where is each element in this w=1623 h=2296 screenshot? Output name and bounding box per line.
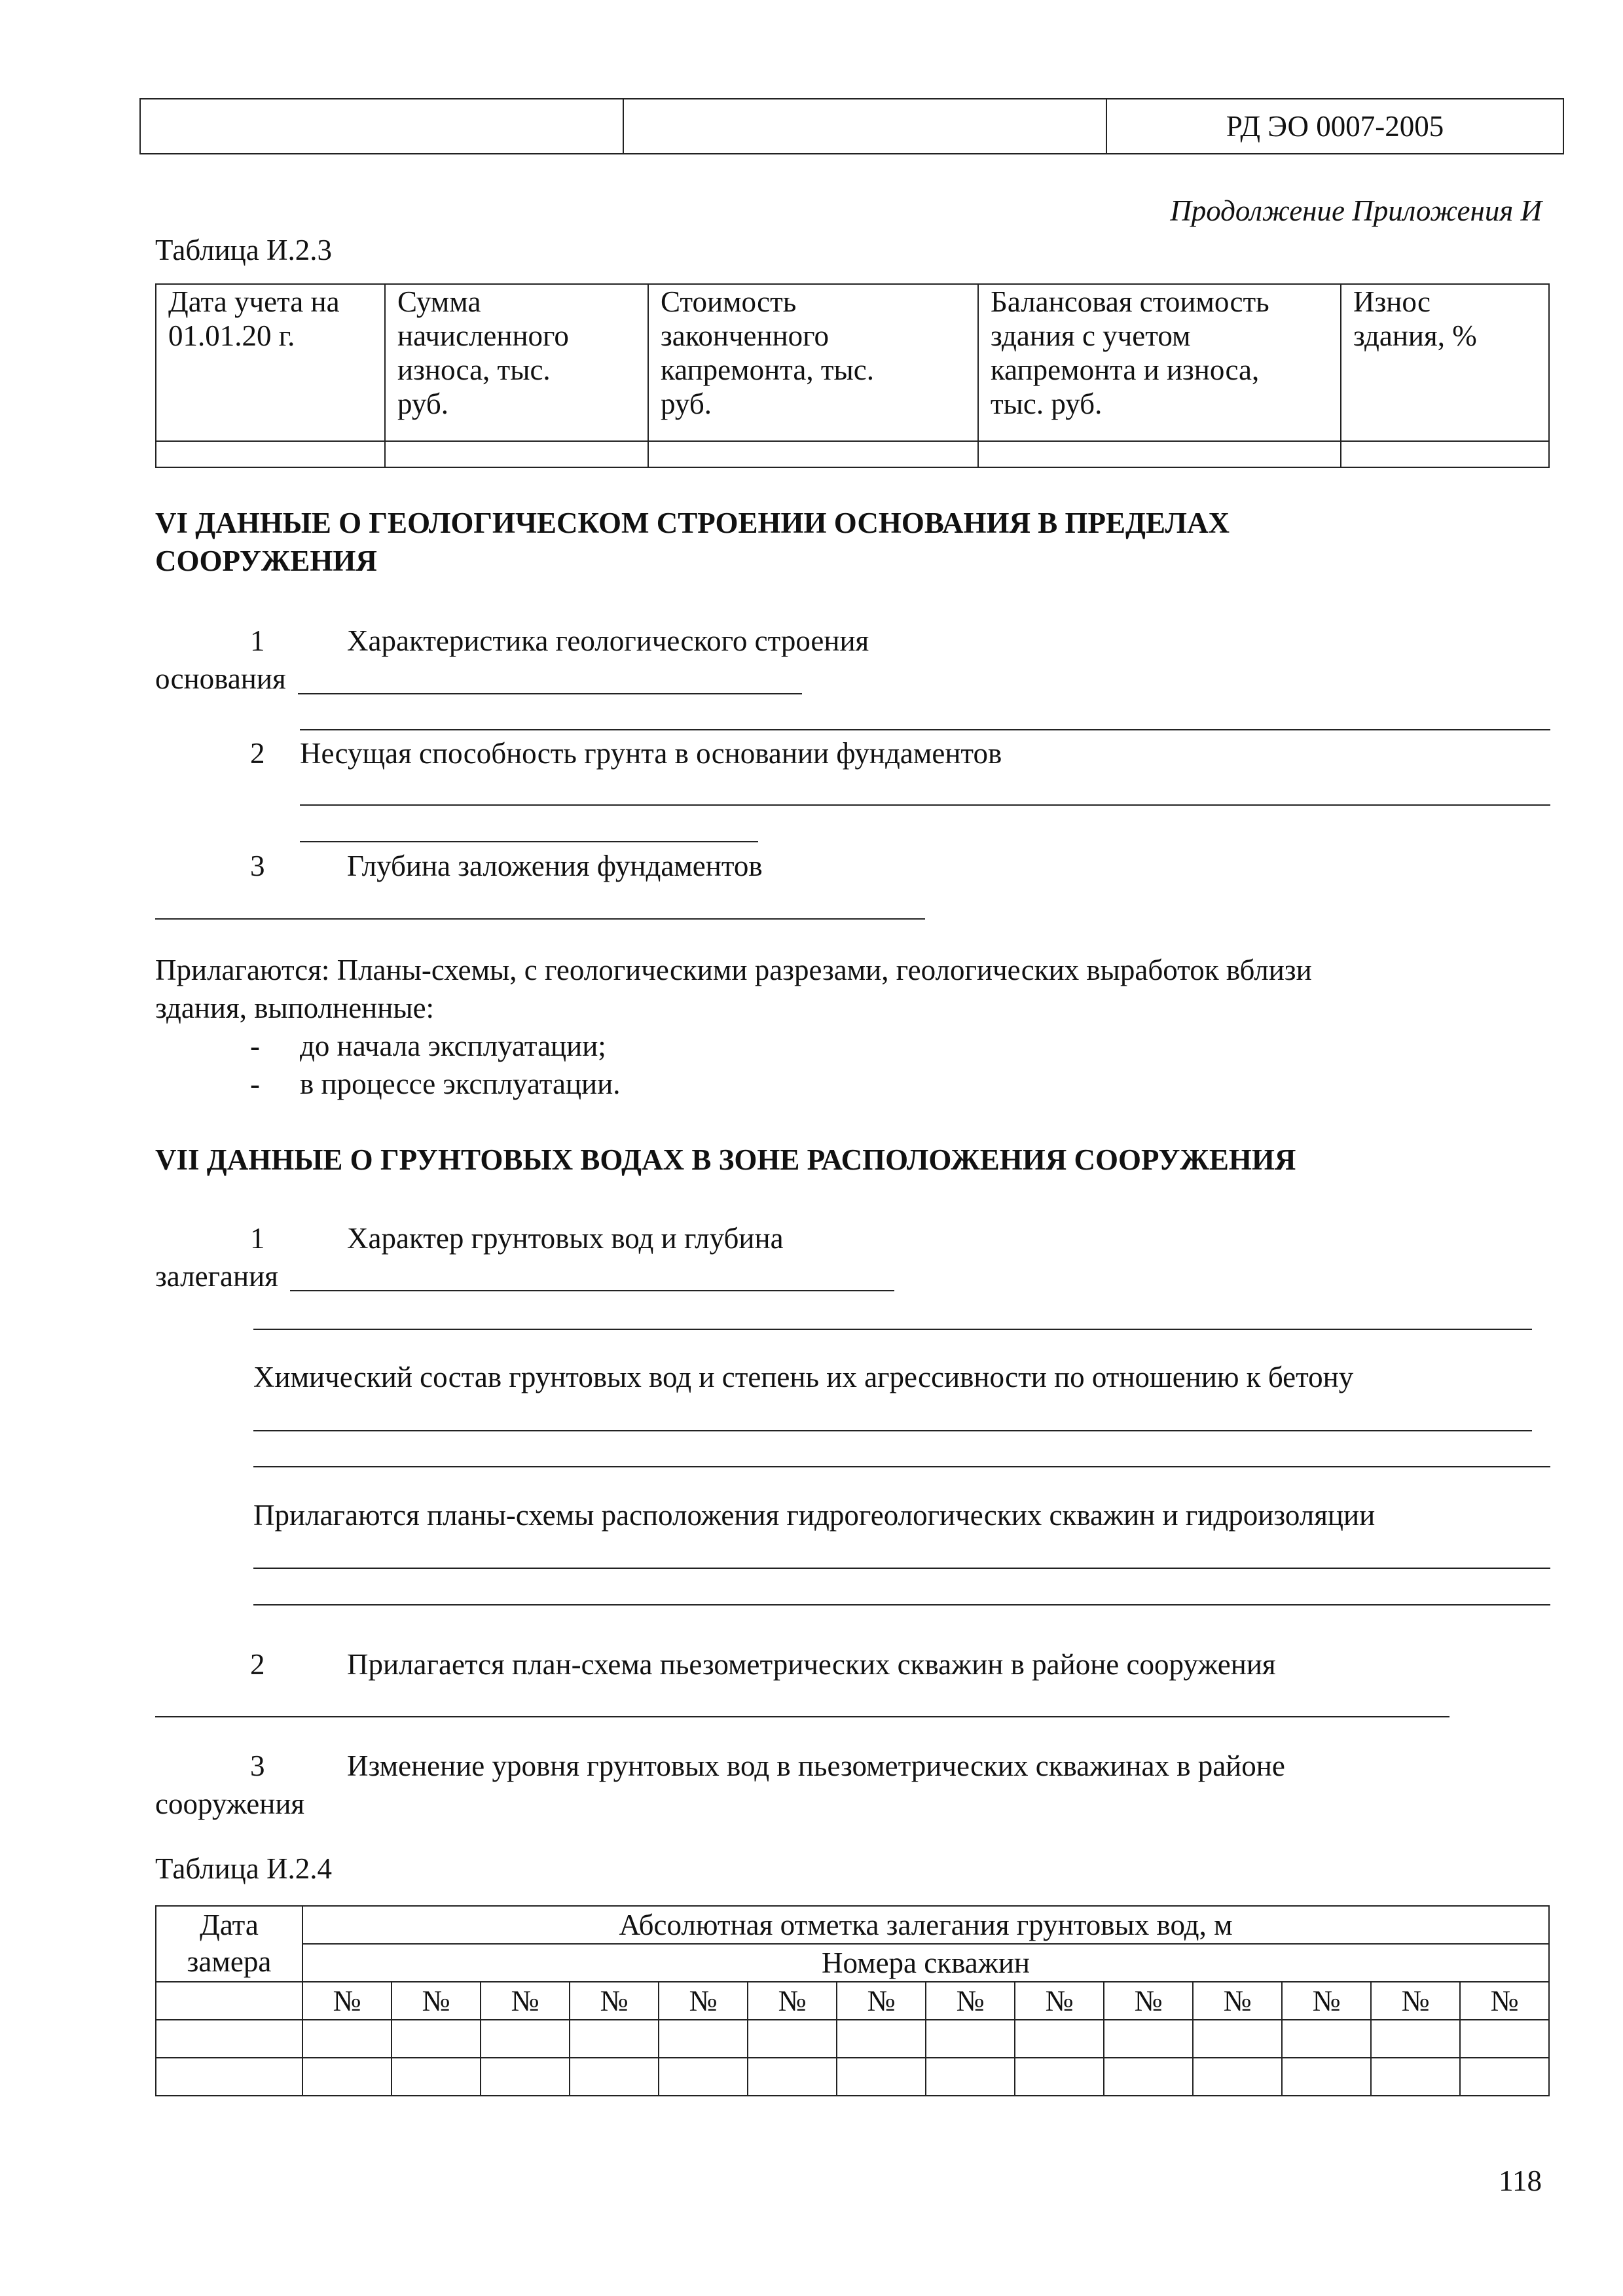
section6-title-line1: VI ДАННЫЕ О ГЕОЛОГИЧЕСКОМ СТРОЕНИИ ОСНОВАНИЯ В ПРЕДЕЛАХ	[155, 507, 1230, 539]
header-cell-2	[623, 99, 1106, 154]
fill-line	[155, 1716, 1450, 1717]
table-i23-caption: Таблица И.2.3	[155, 234, 332, 266]
fill-line	[300, 729, 1550, 730]
header-table	[139, 98, 1564, 154]
well-number-cell: №	[1015, 1982, 1104, 2020]
s7-item3-num: 3	[250, 1749, 265, 1782]
well-number-cell: №	[481, 1982, 570, 2020]
fill-line	[253, 1466, 1550, 1467]
well-number-cell: №	[748, 1982, 837, 2020]
s7-item2-num: 2	[250, 1648, 265, 1681]
table-row	[156, 2058, 1549, 2096]
header-cell-1	[140, 99, 623, 154]
s7-item3-text: Изменение уровня грунтовых вод в пьезометрических скважинах в районе	[347, 1749, 1285, 1782]
section7-title: VII ДАННЫЕ О ГРУНТОВЫХ ВОДАХ В ЗОНЕ РАСПОЛОЖЕНИЯ СООРУЖЕНИЯ	[155, 1143, 1296, 1176]
well-number-cell: №	[1460, 1982, 1549, 2020]
s6-item1-cont: основания	[155, 662, 286, 695]
s7-plans-text: Прилагаются планы-схемы расположения гидрогеологических скважин и гидроизоляции	[253, 1499, 1376, 1532]
main-header: Абсолютная отметка залегания грунтовых вод, м	[302, 1906, 1549, 1944]
well-number-cell: №	[837, 1982, 926, 2020]
s6-attach-line1: Прилагаются: Планы-схемы, с геологическими разрезами, геологических выработок вблизи	[155, 954, 1312, 986]
s7-chem-text: Химический состав грунтовых вод и степень их агрессивности по отношению к бетону	[253, 1361, 1354, 1393]
section6-title-line2: СООРУЖЕНИЯ	[155, 545, 377, 577]
fill-line	[298, 693, 802, 694]
data-cell	[648, 441, 978, 467]
well-number-cell: №	[392, 1982, 481, 2020]
data-cell	[978, 441, 1341, 467]
s6-bullet-2: в процессе эксплуатации.	[300, 1067, 621, 1100]
fill-line	[300, 804, 1550, 806]
date-header: Дата замера	[156, 1906, 302, 1982]
s6-item2-num: 2	[250, 737, 265, 770]
fill-line	[155, 918, 925, 920]
fill-line	[253, 1430, 1532, 1431]
table-i24	[155, 1905, 1550, 2096]
fill-line	[253, 1329, 1532, 1330]
fill-line	[290, 1290, 894, 1291]
s6-bullet-1: до начала эксплуатации;	[300, 1030, 606, 1062]
fill-line	[300, 841, 758, 842]
header-date: Дата учета на 01.01.20 г.	[156, 284, 385, 441]
s7-item3-cont: сооружения	[155, 1787, 305, 1820]
page-number: 118	[1499, 2164, 1542, 2197]
header-accrued-wear: Сумма начисленного износа, тыс. руб.	[385, 284, 648, 441]
continuation-label: Продолжение Приложения И	[1170, 194, 1542, 227]
well-number-cell: №	[1104, 1982, 1193, 2020]
header-repair-cost: Стоимость законченного капремонта, тыс. руб.	[648, 284, 978, 441]
s7-item1-text: Характер грунтовых вод и глубина	[347, 1222, 784, 1255]
s6-item1-num: 1	[250, 624, 265, 657]
s6-item3-num: 3	[250, 850, 265, 882]
s6-item3-text: Глубина заложения фундаментов	[347, 850, 763, 882]
s7-item2-text: Прилагается план-схема пьезометрических скважин в районе сооружения	[347, 1648, 1276, 1681]
well-number-cell: №	[570, 1982, 659, 2020]
well-number-cell: №	[1282, 1982, 1371, 2020]
table-row	[156, 2020, 1549, 2058]
s6-attach-line2: здания, выполненные:	[155, 992, 435, 1024]
fill-line	[253, 1568, 1550, 1569]
well-number-cell: №	[302, 1982, 392, 2020]
s6-item1-text: Характеристика геологического строения	[347, 624, 869, 657]
well-number-cell: №	[659, 1982, 748, 2020]
well-number-cell: №	[1371, 1982, 1460, 2020]
s7-item1-num: 1	[250, 1222, 265, 1255]
empty-cell	[156, 1982, 302, 2020]
s6-item2-text: Несущая способность грунта в основании фундаментов	[300, 737, 1002, 770]
data-cell	[385, 441, 648, 467]
bullet-dash: -	[250, 1067, 260, 1100]
well-number-cell: №	[1193, 1982, 1282, 2020]
data-cell	[1341, 441, 1549, 467]
s7-item1-cont: залегания	[155, 1260, 278, 1293]
table-i24-caption: Таблица И.2.4	[155, 1852, 332, 1885]
sub-header: Номера скважин	[302, 1944, 1549, 1982]
header-balance-cost: Балансовая стоимость здания с учетом капремонта и износа, тыс. руб.	[978, 284, 1341, 441]
bullet-dash: -	[250, 1030, 260, 1062]
doc-code: РД ЭО 0007-2005	[1106, 99, 1563, 154]
well-number-cell: №	[926, 1982, 1015, 2020]
header-wear-percent: Износ здания, %	[1341, 284, 1549, 441]
fill-line	[253, 1604, 1550, 1605]
data-cell	[156, 441, 385, 467]
table-i23	[155, 283, 1550, 468]
